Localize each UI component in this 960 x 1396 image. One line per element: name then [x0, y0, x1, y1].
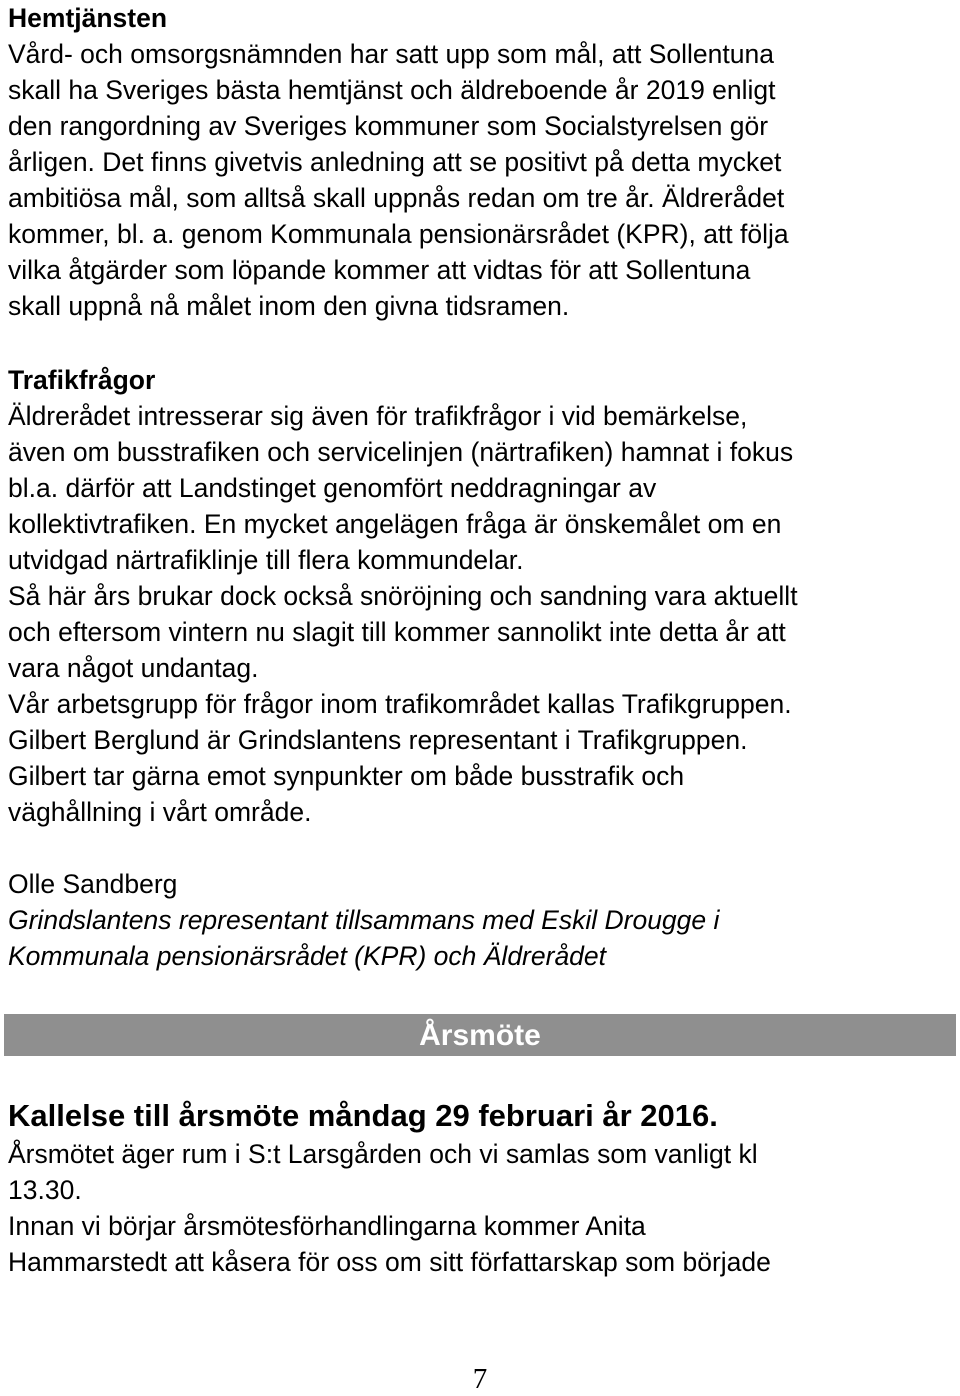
signature-name: Olle Sandberg: [8, 869, 178, 899]
paragraph-line: Årsmötet äger rum i S:t Larsgården och vi samlas som vanligt kl: [8, 1139, 758, 1169]
paragraph-line: vilka åtgärder som löpande kommer att vidtas för att Sollentuna: [8, 255, 751, 285]
section-banner: [4, 1014, 956, 1056]
paragraph-line: Så här års brukar dock också snöröjning och sandning vara aktuellt: [8, 581, 798, 611]
paragraph-line: bl.a. därför att Landstinget genomfört neddragningar av: [8, 473, 657, 503]
section-heading-trafikfragor: Trafikfrågor: [8, 365, 156, 395]
paragraph-line: även om busstrafiken och servicelinjen (närtrafiken) hamnat i fokus: [8, 437, 794, 467]
paragraph-line: kommer, bl. a. genom Kommunala pensionärsrådet (KPR), att följa: [8, 219, 789, 249]
paragraph-line: Gilbert tar gärna emot synpunkter om både busstrafik och: [8, 761, 685, 791]
paragraph-line: den rangordning av Sveriges kommuner som Socialstyrelsen gör: [8, 111, 769, 141]
paragraph-line: Vår arbetsgrupp för frågor inom trafikområdet kallas Trafikgruppen.: [8, 689, 792, 719]
section-kallelse: [8, 1096, 953, 1280]
paragraph-line: kollektivtrafiken. En mycket angelägen fråga är önskemålet om en: [8, 509, 782, 539]
paragraph-line: skall uppnå nå målet inom den givna tidsramen.: [8, 291, 570, 321]
paragraph-line: utvidgad närtrafiklinje till flera kommundelar.: [8, 545, 524, 575]
signature-role-line: Grindslantens representant tillsammans med Eskil Drougge i: [8, 905, 720, 935]
paragraph-line: Innan vi börjar årsmötesförhandlingarna kommer Anita: [8, 1211, 646, 1241]
paragraph-line: väghållning i vårt område.: [8, 797, 312, 827]
paragraph-line: 13.30.: [8, 1175, 82, 1205]
section-hemtjansten: [8, 0, 953, 324]
paragraph-line: Vård- och omsorgsnämnden har satt upp som mål, att Sollentuna: [8, 39, 774, 69]
paragraph-line: ambitiösa mål, som alltså skall uppnås redan om tre år. Äldrerådet: [8, 183, 785, 213]
banner-notch-decoration: [404, 1010, 554, 1014]
page-number: 7: [472, 1363, 488, 1395]
paragraph-line: Gilbert Berglund är Grindslantens representant i Trafikgruppen.: [8, 725, 748, 755]
paragraph-line: vara något undantag.: [8, 653, 259, 683]
paragraph-line: Hammarstedt att kåsera för oss om sitt författarskap som började: [8, 1247, 771, 1277]
paragraph-line: Äldrerådet intresserar sig även för trafikfrågor i vid bemärkelse,: [8, 401, 748, 431]
banner-title: Årsmöte: [419, 1019, 541, 1052]
paragraph-line: årligen. Det finns givetvis anledning att se positivt på detta mycket: [8, 147, 782, 177]
paragraph-line: skall ha Sveriges bästa hemtjänst och äldreboende år 2019 enligt: [8, 75, 776, 105]
signature-role-line: Kommunala pensionärsrådet (KPR) och Äldrerådet: [8, 941, 607, 971]
section-trafikfragor: [8, 362, 953, 830]
signature-block: [8, 866, 953, 974]
kallelse-heading: Kallelse till årsmöte måndag 29 februari år 2016.: [8, 1098, 718, 1133]
paragraph-line: och eftersom vintern nu slagit till kommer sannolikt inte detta år att: [8, 617, 786, 647]
section-heading-hemtjansten: Hemtjänsten: [8, 3, 168, 33]
